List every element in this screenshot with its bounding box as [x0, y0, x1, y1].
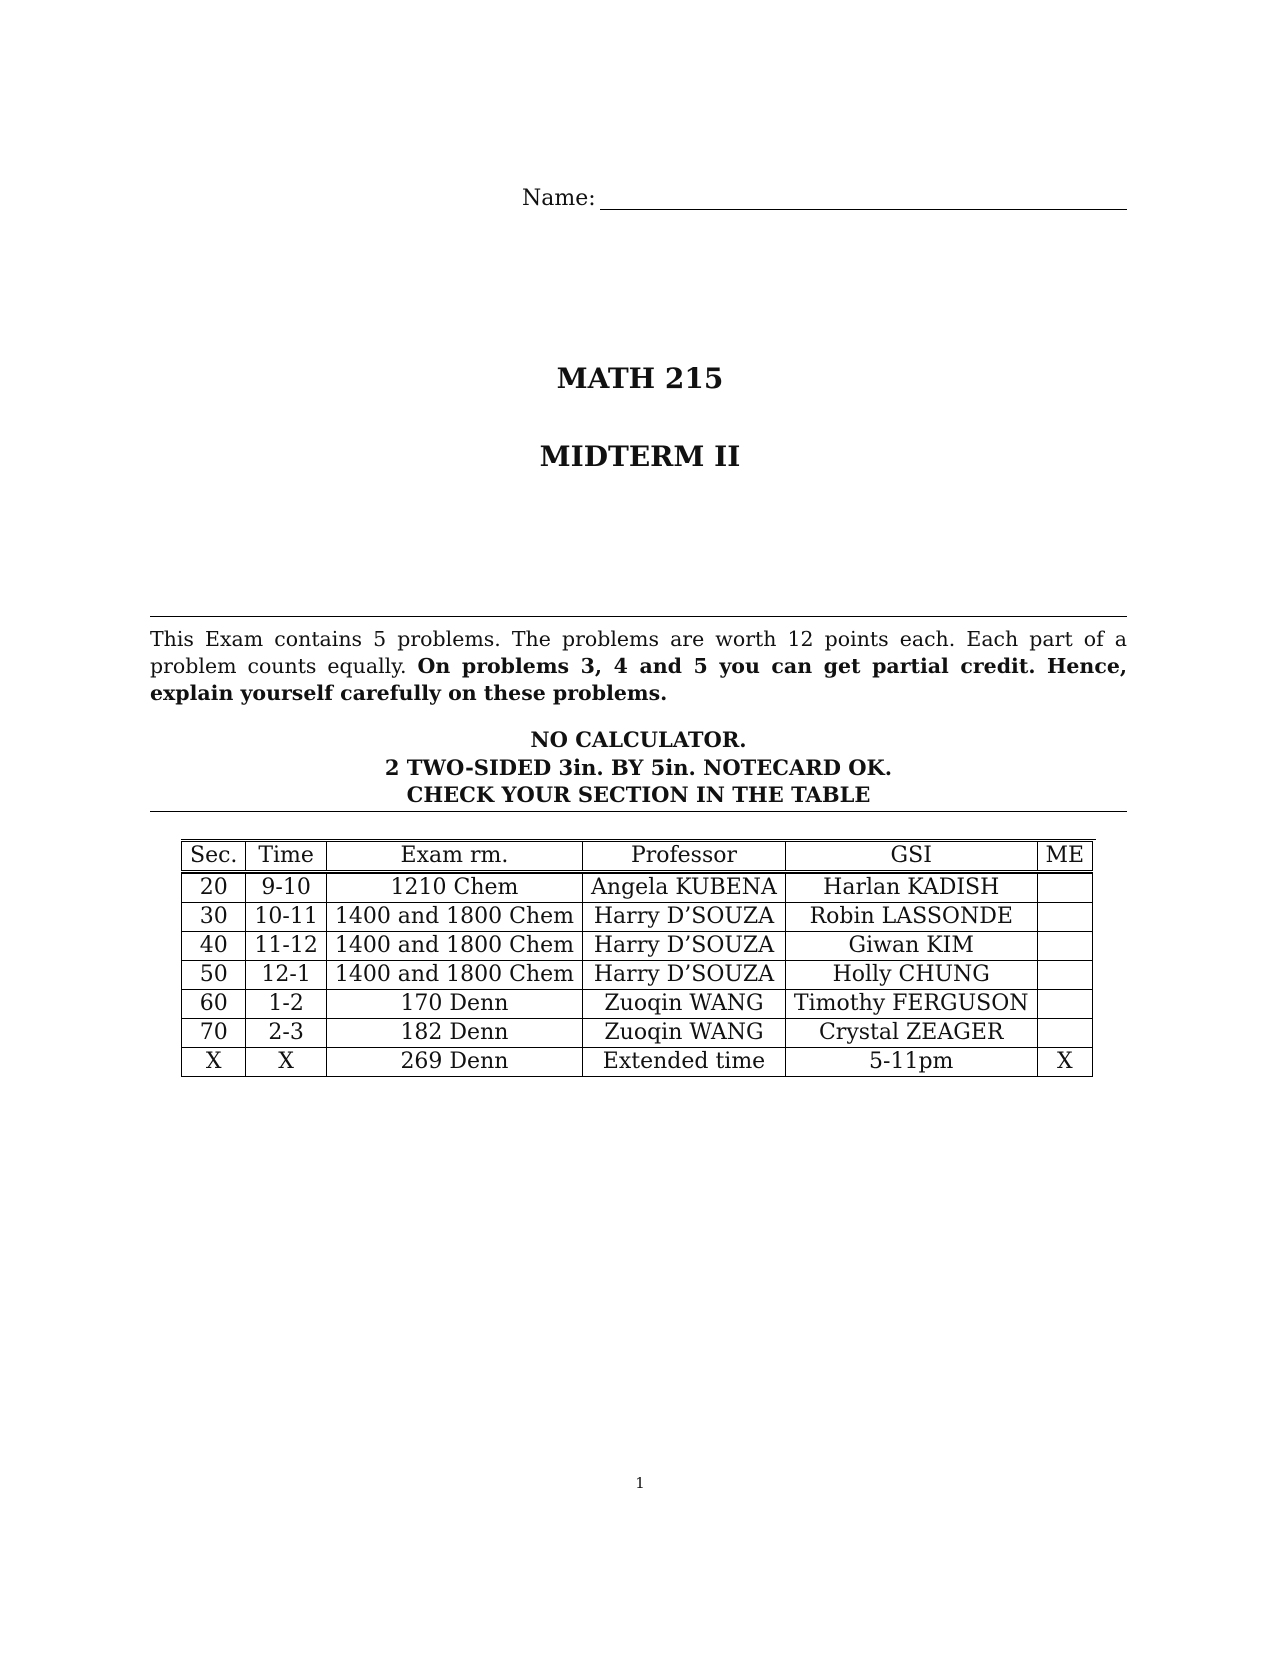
- cell-me[interactable]: [1037, 903, 1093, 932]
- cell-gsi: Crystal ZEAGER: [785, 1019, 1037, 1048]
- name-underline[interactable]: [600, 209, 1127, 210]
- cell-professor: Angela KUBENA: [583, 874, 786, 903]
- table-row: [182, 1048, 1093, 1077]
- cell-me[interactable]: [1037, 932, 1093, 961]
- cell-professor: Zuoqin WANG: [583, 1019, 786, 1048]
- cell-time: 1-2: [246, 990, 326, 1019]
- table-row: [182, 961, 1093, 990]
- notice-notecard: 2 TWO-SIDED 3in. BY 5in. NOTECARD OK.: [384, 754, 893, 780]
- course-title: MATH 215: [556, 362, 724, 395]
- instructions-bold: On problems 3, 4 and 5 you can get partial credit. Hence, explain yourself carefully on these problems.: [150, 654, 1127, 705]
- cell-sec: 70: [182, 1019, 246, 1048]
- cell-me[interactable]: [1037, 874, 1093, 903]
- cell-professor: Harry D’SOUZA: [583, 961, 786, 990]
- cell-sec: 50: [182, 961, 246, 990]
- cell-me[interactable]: [1037, 1019, 1093, 1048]
- header-time: Time: [246, 842, 326, 872]
- cell-me[interactable]: [1037, 961, 1093, 990]
- table-row: [182, 990, 1093, 1019]
- notice-check-section: CHECK YOUR SECTION IN THE TABLE: [406, 782, 871, 807]
- cell-exam-room: 170 Denn: [326, 990, 582, 1019]
- cell-time: 2-3: [246, 1019, 326, 1048]
- header-sec: Sec.: [182, 842, 246, 872]
- cell-exam-room: 1400 and 1800 Chem: [326, 903, 582, 932]
- exam-title: MIDTERM II: [539, 440, 741, 473]
- cell-me[interactable]: X: [1037, 1048, 1093, 1077]
- cell-professor: Harry D’SOUZA: [583, 903, 786, 932]
- cell-sec: X: [182, 1048, 246, 1077]
- notice-no-calculator: NO CALCULATOR.: [530, 727, 747, 752]
- cell-time: 9-10: [246, 874, 326, 903]
- cell-sec: 40: [182, 932, 246, 961]
- divider-bottom: [150, 811, 1127, 812]
- name-label: Name:: [522, 186, 596, 211]
- table-row: [182, 1019, 1093, 1048]
- cell-sec: 60: [182, 990, 246, 1019]
- cell-time: X: [246, 1048, 326, 1077]
- header-me: ME: [1037, 842, 1093, 872]
- cell-sec: 30: [182, 903, 246, 932]
- cell-professor: Harry D’SOUZA: [583, 932, 786, 961]
- cell-gsi: Harlan KADISH: [785, 874, 1037, 903]
- cell-sec: 20: [182, 874, 246, 903]
- instructions-plain: This Exam contains 5 problems. The problems are worth 12 points each. Each part of a problem counts equally.: [150, 627, 1127, 678]
- cell-gsi: Giwan KIM: [785, 932, 1037, 961]
- cell-exam-room: 1210 Chem: [326, 874, 582, 903]
- cell-gsi: Holly CHUNG: [785, 961, 1037, 990]
- header-gsi: GSI: [785, 842, 1037, 872]
- cell-exam-room: 182 Denn: [326, 1019, 582, 1048]
- cell-time: 12-1: [246, 961, 326, 990]
- cell-me[interactable]: [1037, 990, 1093, 1019]
- divider-top: [150, 616, 1127, 617]
- cell-gsi: 5-11pm: [785, 1048, 1037, 1077]
- page-number: 1: [635, 1474, 645, 1492]
- cell-exam-room: 269 Denn: [326, 1048, 582, 1077]
- cell-professor: Extended time: [583, 1048, 786, 1077]
- table-row: [182, 932, 1093, 961]
- table-top-rule: [181, 839, 1096, 840]
- cell-exam-room: 1400 and 1800 Chem: [326, 932, 582, 961]
- table-row: [182, 903, 1093, 932]
- header-exam-room: Exam rm.: [326, 842, 582, 872]
- table-header-row: [182, 842, 1093, 872]
- cell-professor: Zuoqin WANG: [583, 990, 786, 1019]
- cell-gsi: Timothy FERGUSON: [785, 990, 1037, 1019]
- section-table: [181, 841, 1093, 1077]
- exam-instructions: [150, 626, 1127, 707]
- table-row: [182, 874, 1093, 903]
- cell-time: 10-11: [246, 903, 326, 932]
- header-professor: Professor: [583, 842, 786, 872]
- cell-time: 11-12: [246, 932, 326, 961]
- exam-notices: [150, 726, 1127, 809]
- cell-exam-room: 1400 and 1800 Chem: [326, 961, 582, 990]
- cell-gsi: Robin LASSONDE: [785, 903, 1037, 932]
